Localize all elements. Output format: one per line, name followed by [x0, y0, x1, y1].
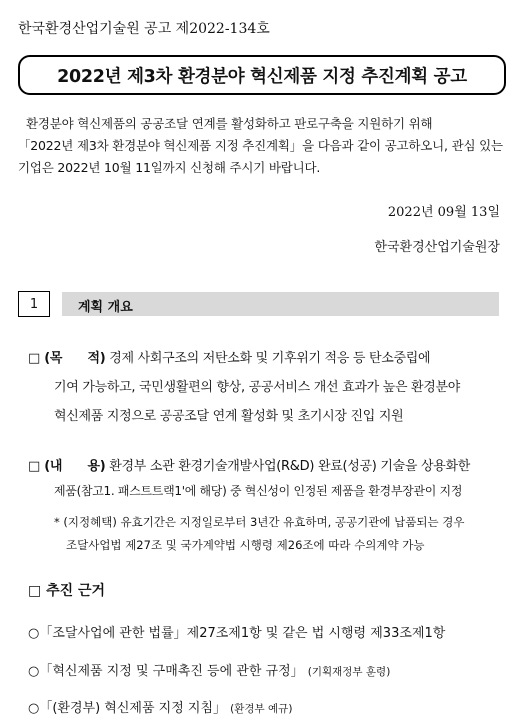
basis-item-note: (기획재정부 훈령)	[307, 666, 391, 678]
notice-date: 2022년 09월 13일	[387, 205, 500, 220]
basis-item-3	[28, 697, 292, 716]
basis-item-1	[28, 622, 445, 641]
basis-item-text: ○「조달사업에 관한 법률」제27조제1항 및 같은 법 시행령 제33조제1항	[28, 626, 446, 641]
purpose-label: □ (목 적)	[28, 351, 106, 366]
purpose-line-3: 혁신제품 지정으로 공공조달 연계 활성화 및 초기시장 진입 지원	[54, 409, 404, 424]
basis-item-note: (환경부 예규)	[230, 703, 293, 715]
basis-heading: □ 추진 근거	[28, 583, 106, 599]
purpose-text-1: 경제 사회구조의 저탄소화 및 기후위기 적응 등 탄소중립에	[109, 351, 431, 366]
content-line-2: 제품(참고1. 패스트트랙1'에 해당) 중 혁신성이 인정된 제품을 환경부장관이 지정	[54, 484, 463, 498]
signatory: 한국환경산업기술원장	[374, 240, 500, 255]
content-note-2: 조달사업법 제27조 및 국가계약법 시행령 제26조에 따라 수의계약 가능	[66, 538, 425, 552]
basis-item-2	[28, 660, 390, 679]
section-number: 1	[18, 291, 50, 317]
content-note-1: * (지정혜택) 유효기간은 지정일로부터 3년간 유효하며, 공공기관에 납품되는 경우	[54, 515, 465, 529]
content-line-1	[28, 455, 470, 474]
intro-line-2: 「2022년 제3차 환경분야 혁신제품 지정 추진계획」을 다음과 같이 공고하오니, 관심 있는	[18, 138, 503, 153]
basis-item-text: ○「(환경부) 혁신제품 지정 지침」	[28, 701, 227, 716]
intro-line-1: 환경분야 혁신제품의 공공조달 연계를 활성화하고 판로구축을 지원하기 위해	[26, 116, 433, 131]
section-title: 계획 개요	[78, 300, 133, 315]
purpose-line-2: 기여 가능하고, 국민생활편의 향상, 공공서비스 개선 효과가 높은 환경분야	[54, 380, 461, 395]
document-title: 2022년 제3차 환경분야 혁신제품 지정 추진계획 공고	[57, 66, 467, 87]
intro-line-3: 기업은 2022년 10월 11일까지 신청해 주시기 바랍니다.	[18, 160, 321, 175]
basis-item-text: ○「혁신제품 지정 및 구매촉진 등에 관한 규정」	[28, 664, 304, 679]
content-text-1: 환경부 소관 환경기술개발사업(R&D) 완료(성공) 기술을 상용화한	[109, 459, 470, 474]
document-title-box	[18, 55, 506, 95]
notice-number: 한국환경산업기술원 공고 제2022-134호	[18, 21, 270, 37]
content-label: □ (내 용)	[28, 459, 106, 474]
purpose-line-1	[28, 347, 430, 366]
